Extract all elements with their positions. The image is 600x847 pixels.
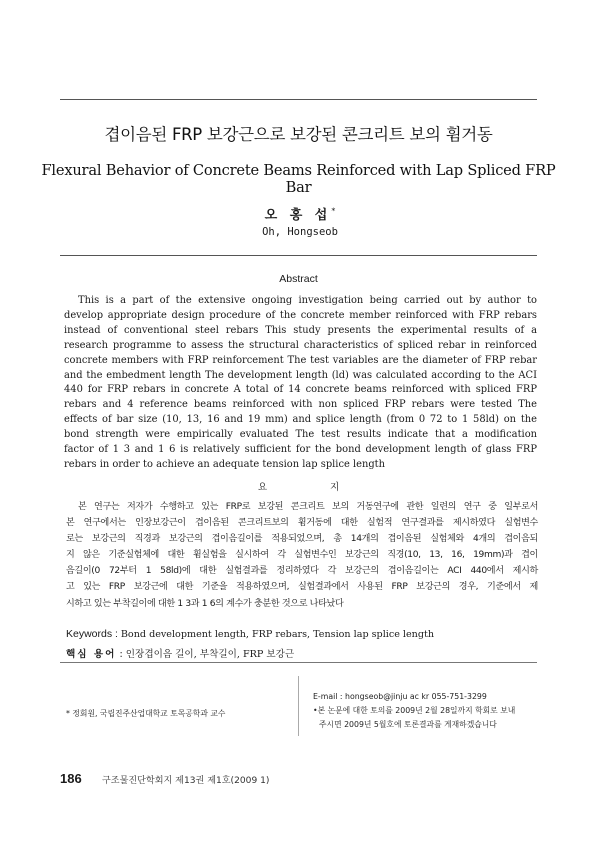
discussion-notice-line: •본 논문에 대한 토의를 2009년 2월 28일까지 학회로 보내 bbox=[313, 706, 516, 716]
korean-summary-body bbox=[66, 499, 538, 612]
abstract-rule bbox=[60, 255, 537, 256]
abstract-line: concrete members with FRP reinforcement The test variables are the diameter of FRP rebar bbox=[64, 354, 537, 366]
abstract-line: This is a part of the extensive ongoing investigation being carried out by author to bbox=[78, 295, 537, 306]
summary-line: 본 연구에서는 인장보강근이 겹이음된 콘크리트보의 휨거동에 대한 실험적 연구결과를 제시하였다 실험변수 bbox=[66, 518, 538, 529]
journal-citation: 구조물진단학회지 제13권 제1호(2009 1) bbox=[102, 776, 270, 786]
keywords-korean bbox=[66, 646, 294, 660]
abstract-line: research programme to assess the structural characteristics of spliced rebar in reinforced bbox=[64, 339, 537, 351]
abstract-line: and the embedment length The development length (ld) was calculated according to the ACI bbox=[64, 369, 537, 381]
correspondence-footnote bbox=[313, 690, 548, 733]
abstract-line: rebars in order to achieve an adequate tension lap splice length bbox=[64, 458, 385, 470]
abstract-line: 440 for FRP rebars in concrete A total of 14 concrete beams reinforced with spliced FRP bbox=[64, 384, 537, 396]
abstract-line: factor of 1 3 and 1 6 is relatively sufficient for the bond development length of glass FRP bbox=[64, 444, 537, 456]
keywords-label: Keywords bbox=[66, 628, 113, 640]
keywords-english bbox=[66, 628, 434, 640]
summary-line: 지 않은 기준실험체에 대한 휨실험을 실시하여 각 실험변수인 보강근의 직경(10, 13, 16, 19mm)과 겹이 bbox=[66, 550, 538, 561]
top-rule bbox=[60, 99, 537, 100]
keywords-value: Bond development length, FRP rebars, Tension lap splice length bbox=[120, 629, 435, 640]
paper-title-english: Flexural Behavior of Concrete Beams Reinforced with Lap Spliced FRP Bar bbox=[41, 162, 556, 196]
summary-line: 고 있는 FRP 보강근에 대한 기준을 적용하였으며, 실험결과에서 사용된 FRP 보강근의 경우, 기준에서 제 bbox=[66, 582, 538, 593]
summary-line: 로는 보강근의 직경과 보강근의 겹이음길이를 적용되었으며, 총 14개의 겹이음된 실험체와 4개의 겹이음되 bbox=[66, 534, 538, 545]
author-name-korean: 오 홍 섭* bbox=[264, 206, 336, 223]
footnote-divider bbox=[298, 676, 299, 736]
discussion-notice-line: 주시면 2009년 5월호에 토론결과를 게재하겠습니다 bbox=[319, 720, 497, 730]
abstract-line: effects of bar size (10, 13, 16 and 19 mm) and splice length (from 0 72 to 1 58ld) on the bbox=[64, 414, 537, 426]
abstract-line: instead of conventional steel rebars This study presents the experimental results of a bbox=[64, 324, 537, 336]
abstract-line: bond strength were empirically evaluated The test results indicate that a modification bbox=[64, 429, 537, 441]
abstract-line: rebars and 4 reference beams reinforced with non spliced FRP rebars were tested The bbox=[64, 399, 537, 411]
author-affiliation-footnote: * 정회원, 국립진주산업대학교 토목공학과 교수 bbox=[66, 709, 226, 718]
abstract-heading: Abstract bbox=[279, 273, 318, 285]
summary-line: 본 연구는 저자가 수행하고 있는 FRP로 보강된 콘크리트 보의 거동연구에 관한 일련의 연구 중 일부로서 bbox=[78, 502, 538, 512]
email-line: E-mail : hongseob@jinju ac kr 055-751-3299 bbox=[313, 692, 487, 701]
author-name-english: Oh, Hongseob bbox=[262, 226, 338, 238]
keywords-korean-separator: : bbox=[119, 649, 123, 660]
abstract-body bbox=[64, 294, 537, 473]
footnote-rule bbox=[60, 662, 537, 663]
keywords-korean-value: 인장겹이음 길이, 부착길이, FRP 보강근 bbox=[125, 649, 295, 660]
summary-line: 시하고 있는 부착길이에 대한 1 3과 1 6의 계수가 충분한 것으로 나타났다 bbox=[66, 598, 344, 609]
author-footnote-mark: * bbox=[331, 206, 336, 216]
keywords-separator: : bbox=[115, 628, 118, 640]
keywords-korean-label: 핵심 용어 bbox=[66, 649, 117, 660]
korean-summary-heading: 요 지 bbox=[257, 482, 370, 493]
page-number: 186 bbox=[60, 771, 82, 786]
paper-title-korean: 겹이음된 FRP 보강근으로 보강된 콘크리트 보의 휨거동 bbox=[104, 125, 493, 144]
abstract-line: develop appropriate design procedure of the concrete member reinforced with FRP rebars bbox=[64, 309, 537, 321]
summary-line: 음길이(0 72부터 1 58ld)에 대한 실험결과를 정리하였다 각 보강근의 겹이음길이는 ACI 440에서 제시하 bbox=[66, 566, 538, 577]
